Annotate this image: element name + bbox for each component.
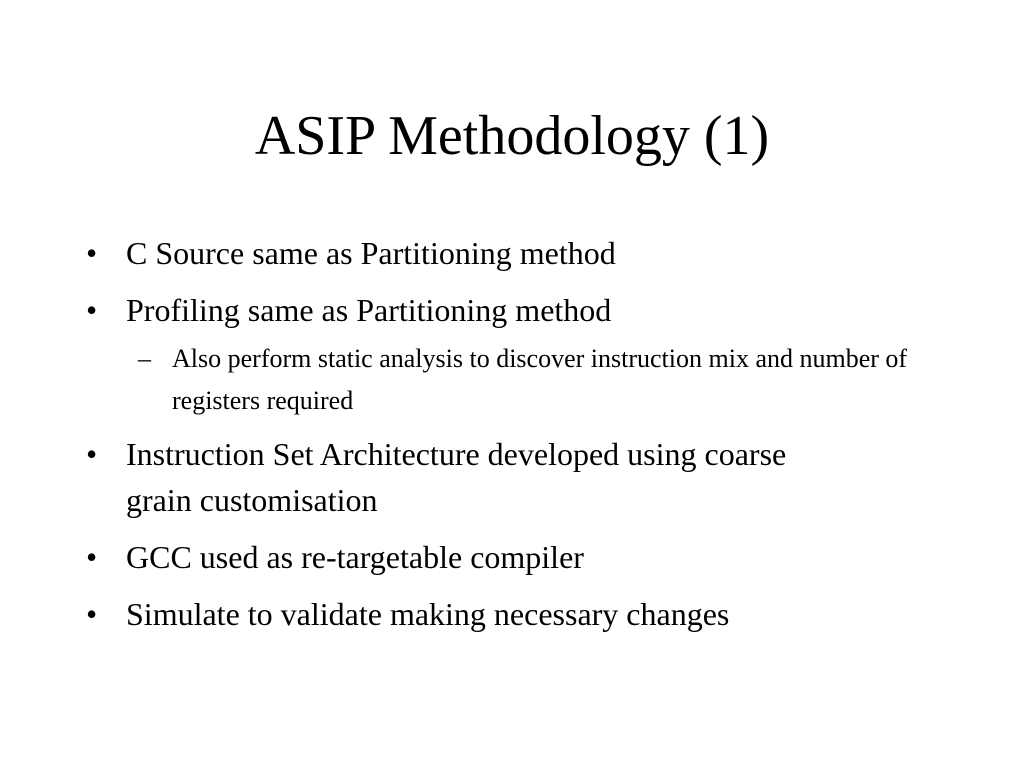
bullet-marker: • <box>86 539 98 575</box>
bullet-text: C Source same as Partitioning method <box>126 235 616 271</box>
bullet-item <box>80 287 940 333</box>
bullet-item <box>80 534 940 580</box>
bullet-marker: • <box>86 596 98 632</box>
bullet-marker: • <box>86 235 98 271</box>
sub-bullet-marker: – <box>138 344 151 373</box>
sub-bullet-text: Also perform static analysis to discover instruction mix and number of registers required <box>172 344 908 415</box>
slide-title: ASIP Methodology (1) <box>254 105 770 167</box>
bullet-marker: • <box>86 292 98 328</box>
sub-bullet-item <box>80 338 940 422</box>
bullet-text: Profiling same as Partitioning method <box>126 292 612 328</box>
bullet-list <box>80 230 940 648</box>
bullet-text: GCC used as re-targetable compiler <box>126 539 584 575</box>
bullet-text: Instruction Set Architecture developed using coarse grain customisation <box>126 436 787 518</box>
bullet-item <box>80 591 940 637</box>
bullet-item <box>80 230 940 276</box>
bullet-marker: • <box>86 436 98 472</box>
bullet-item <box>80 431 940 523</box>
bullet-text: Simulate to validate making necessary changes <box>126 596 730 632</box>
